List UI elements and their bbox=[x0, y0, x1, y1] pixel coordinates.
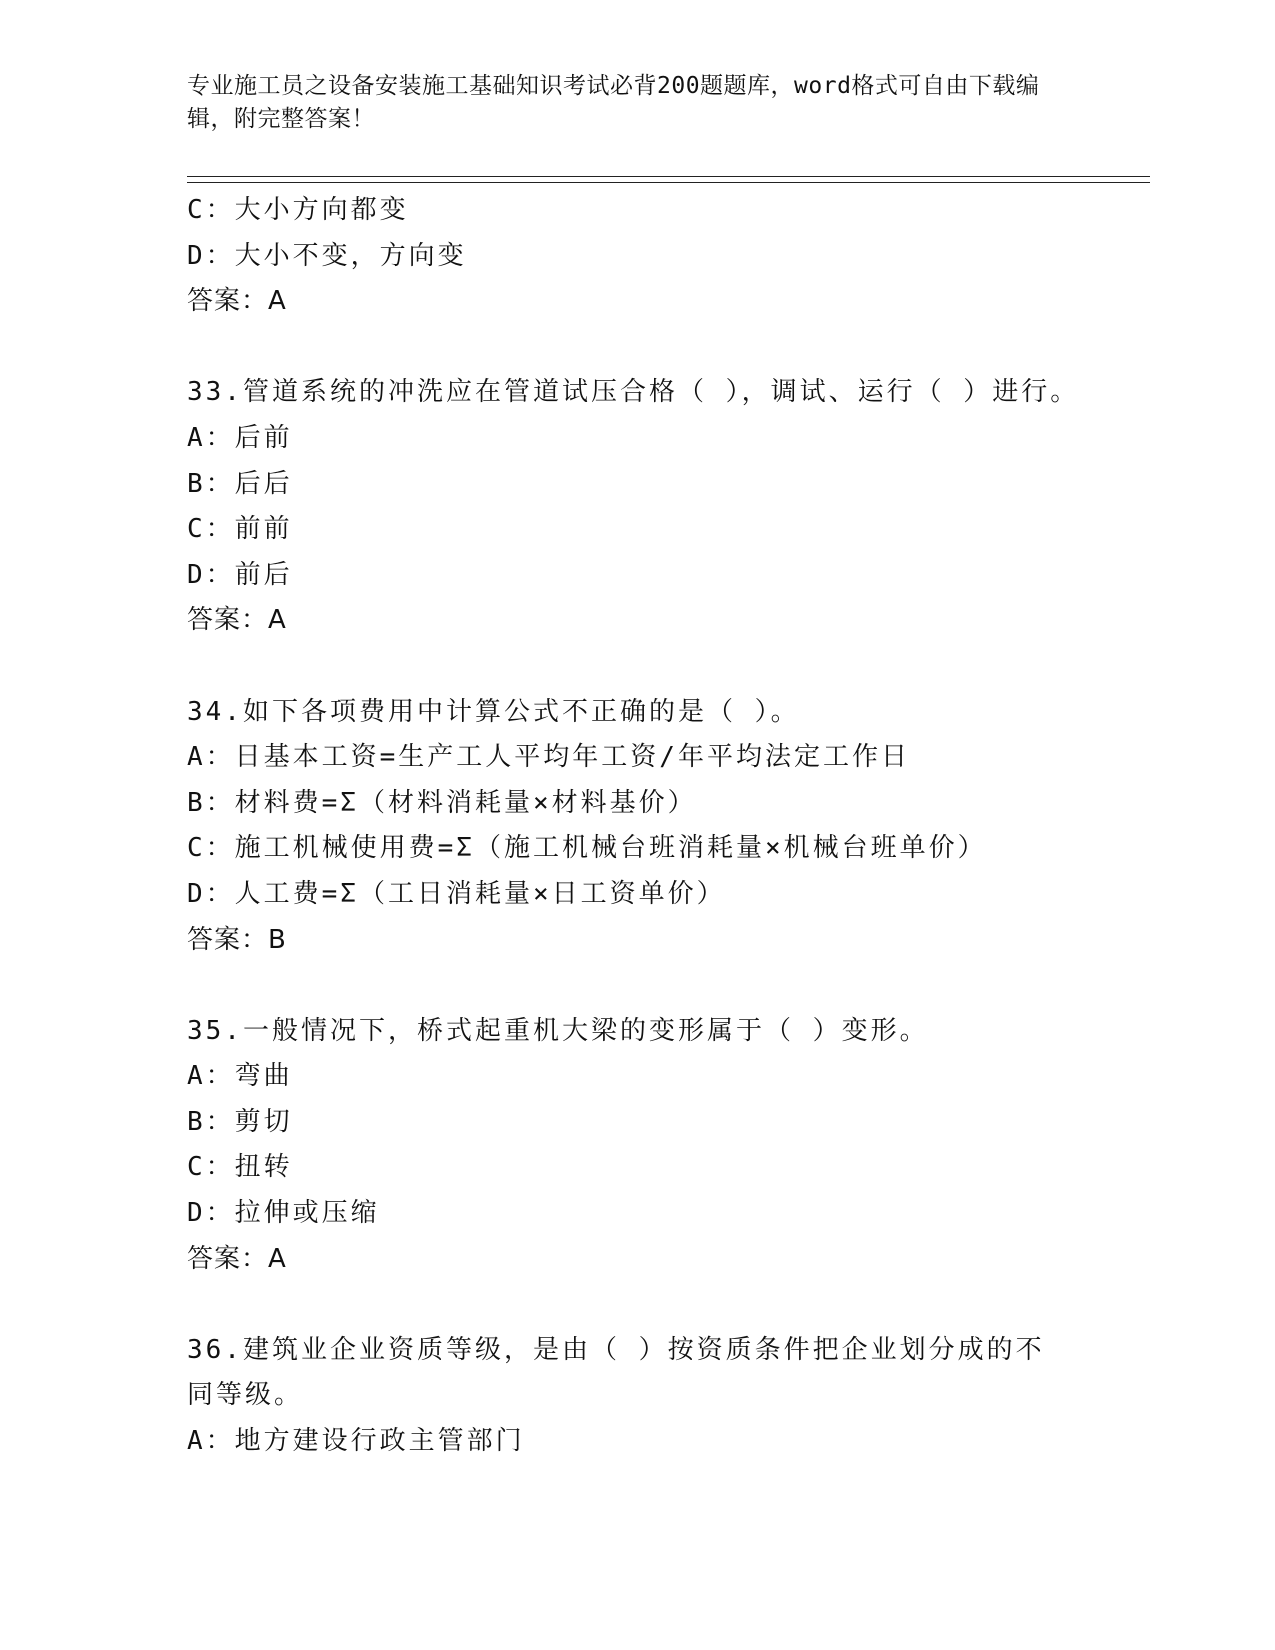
q35-option-a: A：弯曲 bbox=[187, 1061, 293, 1092]
prev-option-c: C：大小方向都变 bbox=[187, 195, 409, 225]
q35-option-d: D：拉伸或压缩 bbox=[187, 1198, 380, 1229]
q36-question: 36.建筑业企业资质等级，是由（ ）按资质条件把企业划分成的不同等级。 bbox=[187, 1334, 1045, 1411]
q34-option-a: A：日基本工资=生产工人平均年工资/年平均法定工作日 bbox=[187, 742, 910, 773]
q34-option-c: C：施工机械使用费=Σ（施工机械台班消耗量×机械台班单价） bbox=[187, 833, 987, 864]
q33-answer: 答案：A bbox=[187, 605, 287, 636]
header-rule-bottom bbox=[187, 182, 1150, 183]
q33-question: 33.管道系统的冲洗应在管道试压合格（ ），调试、运行（ ）进行。 bbox=[187, 377, 1080, 408]
document-body bbox=[187, 188, 1080, 1465]
prev-answer: 答案：A bbox=[187, 286, 287, 317]
q35-option-b: B：剪切 bbox=[187, 1106, 293, 1137]
q33-option-d: D：前后 bbox=[187, 559, 293, 590]
q34-question: 34.如下各项费用中计算公式不正确的是（ ）。 bbox=[187, 696, 800, 727]
q33-option-b: B：后后 bbox=[187, 468, 293, 499]
q33-option-c: C：前前 bbox=[187, 514, 293, 545]
header-rule-top bbox=[187, 176, 1150, 177]
q33-option-a: A：后前 bbox=[187, 422, 293, 453]
q34-answer: 答案：B bbox=[187, 924, 287, 955]
prev-option-d: D：大小不变，方向变 bbox=[187, 240, 467, 271]
q35-option-c: C：扭转 bbox=[187, 1152, 293, 1183]
spacer bbox=[187, 325, 1067, 371]
q36-option-a: A：地方建设行政主管部门 bbox=[187, 1426, 525, 1457]
spacer bbox=[187, 644, 1067, 690]
q34-option-d: D：人工费=Σ（工日消耗量×日工资单价） bbox=[187, 878, 726, 909]
q35-answer: 答案：A bbox=[187, 1243, 287, 1274]
q34-option-b: B：材料费=Σ（材料消耗量×材料基价） bbox=[187, 787, 697, 818]
document-header: 专业施工员之设备安装施工基础知识考试必背200题题库，word格式可自由下载编辑，附完整答案！ bbox=[187, 73, 1040, 132]
spacer bbox=[187, 1282, 1067, 1328]
spacer bbox=[187, 963, 1067, 1009]
q35-question: 35.一般情况下，桥式起重机大梁的变形属于（ ）变形。 bbox=[187, 1015, 929, 1046]
